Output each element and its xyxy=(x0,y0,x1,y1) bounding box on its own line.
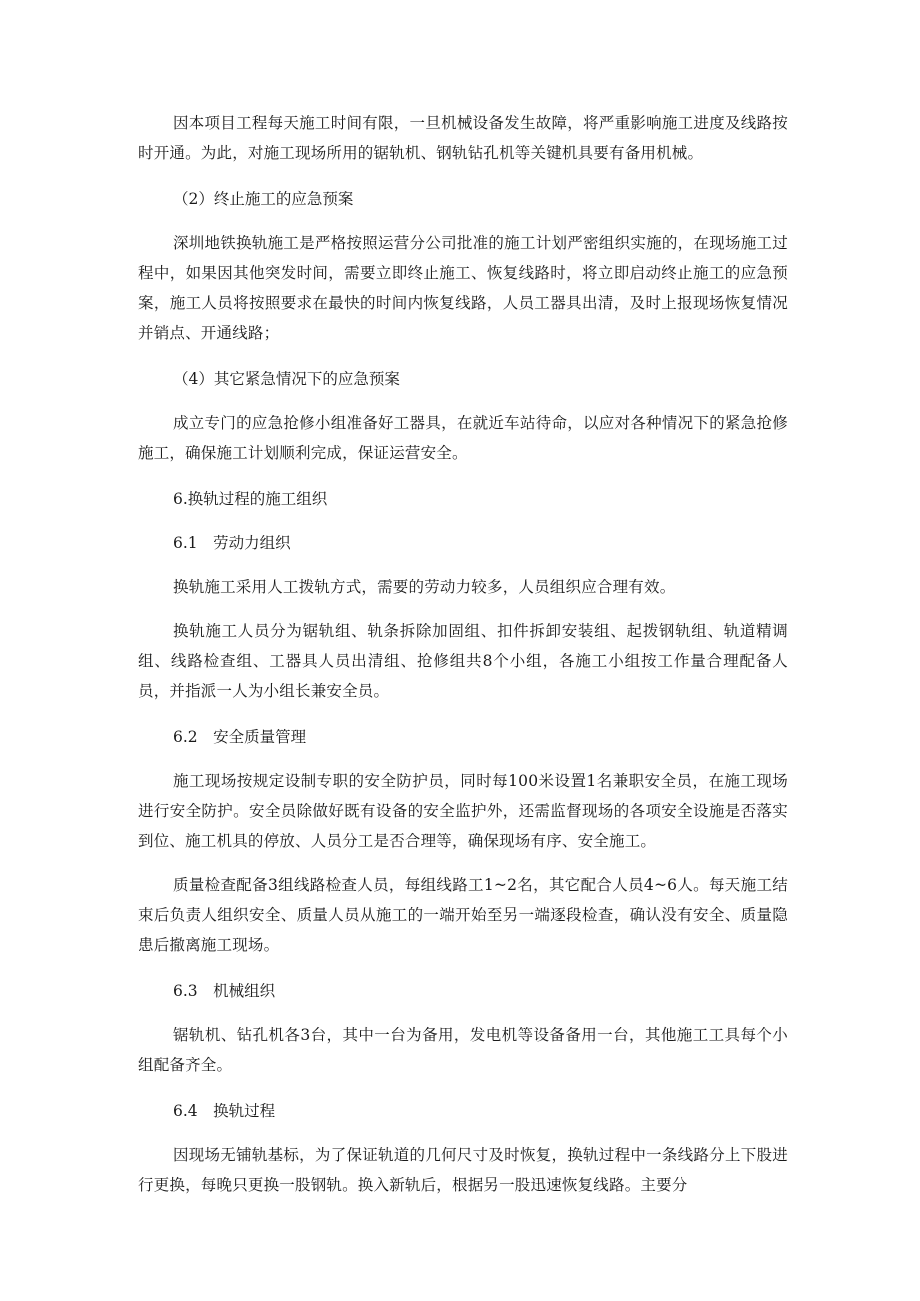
heading-section-6-1: 6.1 劳动力组织 xyxy=(173,534,291,552)
heading-section-6: 6.换轨过程的施工组织 xyxy=(173,490,328,508)
paragraph-labor-groups: 换轨施工人员分为锯轨组、轨条拆除加固组、扣件拆卸安装组、起拨钢轨组、轨道精调组、线路检查组、工器具人员出清组、抢修组共8个小组，各施工小组按工作量合理配备人员，并指派一人为小组长兼安全员。 xyxy=(138,622,788,700)
paragraph-emergency-repair-team: 成立专门的应急抢修小组准备好工器具，在就近车站待命，以应对各种情况下的紧急抢修施工，确保施工计划顺利完成，保证运营安全。 xyxy=(138,414,788,462)
paragraph-safety-officers: 施工现场按规定设制专职的安全防护员，同时每100米设置1名兼职安全员，在施工现场进行安全防护。安全员除做好既有设备的安全监护外，还需监督现场的各项安全设施是否落实到位、施工机具的停放、人员分工是否合理等，确保现场有序、安全施工。 xyxy=(138,772,788,850)
heading-section-6-2: 6.2 安全质量管理 xyxy=(173,728,307,746)
paragraph-stop-construction: 深圳地铁换轨施工是严格按照运营分公司批准的施工计划严密组织实施的，在现场施工过程中，如果因其他突发时间，需要立即终止施工、恢复线路时，将立即启动终止施工的应急预案，施工人员将按照要求在最快的时间内恢复线路，人员工器具出清，及时上报现场恢复情况并销点、开通线路； xyxy=(138,234,788,342)
document-page xyxy=(138,108,788,1200)
paragraph-quality-inspection: 质量检查配备3组线路检查人员，每组线路工1~2名，其它配合人员4~6人。每天施工结束后负责人组织安全、质量人员从施工的一端开始至另一端逐段检查，确认没有安全、质量隐患后撤离施工现场。 xyxy=(138,876,788,954)
paragraph-rail-replacement-process: 因现场无铺轨基标，为了保证轨道的几何尺寸及时恢复，换轨过程中一条线路分上下股进行更换，每晚只更换一股钢轨。换入新轨后，根据另一股迅速恢复线路。主要分 xyxy=(138,1146,788,1194)
heading-section-6-3: 6.3 机械组织 xyxy=(173,982,276,1000)
heading-other-emergency-plan: （4）其它紧急情况下的应急预案 xyxy=(173,370,400,388)
paragraph-labor-method: 换轨施工采用人工拨轨方式，需要的劳动力较多，人员组织应合理有效。 xyxy=(173,578,676,596)
paragraph-backup-machinery: 因本项目工程每天施工时间有限，一旦机械设备发生故障，将严重影响施工进度及线路按时开通。为此，对施工现场所用的锯轨机、钢轨钻孔机等关键机具要有备用机械。 xyxy=(138,114,788,162)
heading-section-6-4: 6.4 换轨过程 xyxy=(173,1102,276,1120)
paragraph-machinery: 锯轨机、钻孔机各3台，其中一台为备用，发电机等设备备用一台，其他施工工具每个小组配备齐全。 xyxy=(138,1026,788,1074)
heading-stop-construction-plan: （2）终止施工的应急预案 xyxy=(173,190,354,208)
